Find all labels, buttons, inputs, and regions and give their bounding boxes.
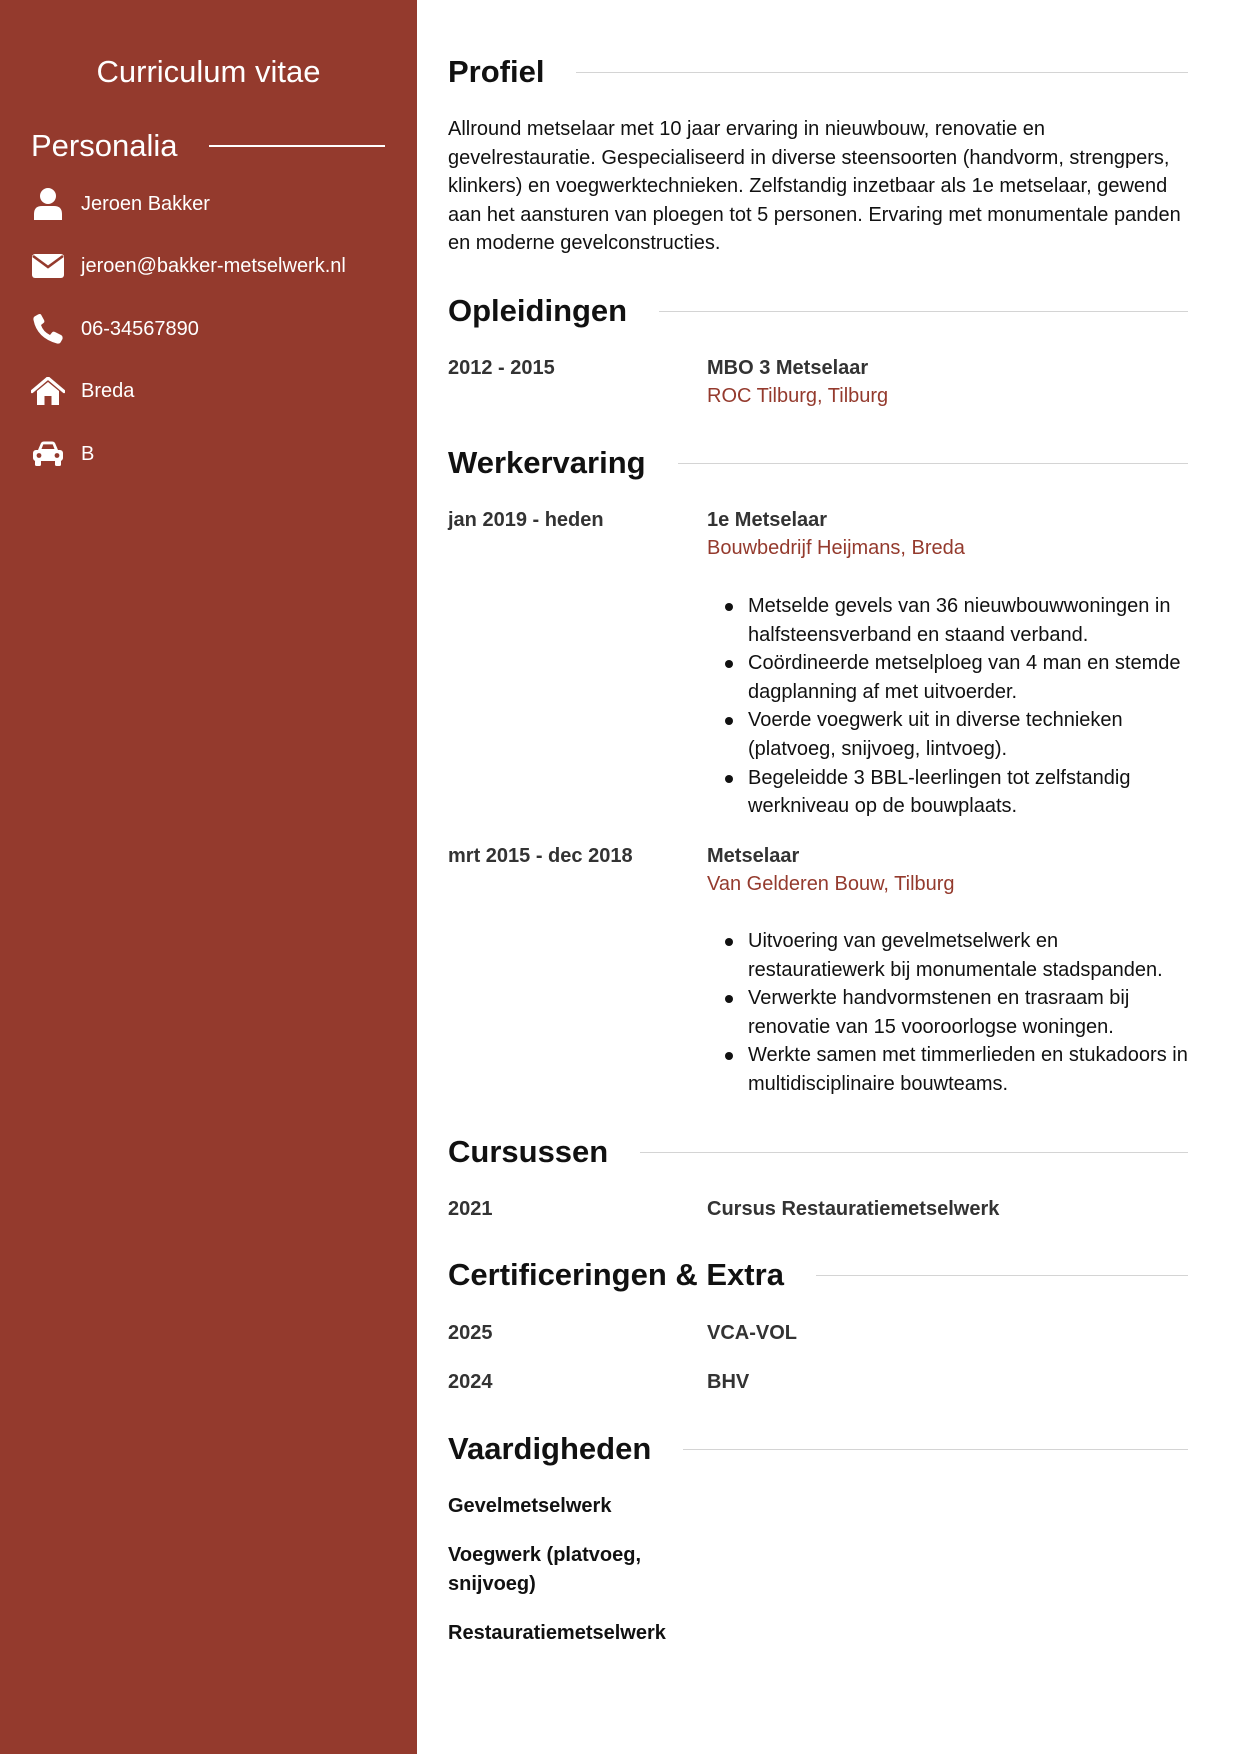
job-bullets <box>707 592 1188 821</box>
contact-email-text[interactable]: jeroen@bakker-metselwerk.nl <box>81 255 346 277</box>
job-bullet: Verwerkte handvormstenen en trasraam bij renovatie van 15 vooroorlogse woningen. <box>707 984 1188 1041</box>
personalia-divider <box>209 145 385 147</box>
cv-title: Curriculum vitae <box>96 54 321 89</box>
job-company: Van Gelderen Bouw, Tilburg <box>707 873 955 895</box>
experience-divider <box>678 463 1188 464</box>
education-heading-label: Opleidingen <box>448 293 628 328</box>
certification-date: 2025 <box>448 1322 493 1344</box>
education-date: 2012 - 2015 <box>448 357 555 379</box>
skill-item: Restauratiemetselwerk <box>448 1622 666 1644</box>
certifications-heading-label: Certificeringen & Extra <box>448 1257 784 1292</box>
education-institution: ROC Tilburg, Tilburg <box>707 385 889 407</box>
personalia-heading <box>31 126 385 166</box>
job-date: jan 2019 - heden <box>448 509 604 531</box>
contact-phone[interactable] <box>31 311 391 347</box>
profile-heading-label: Profiel <box>448 54 545 89</box>
education-divider <box>659 311 1188 312</box>
experience-heading <box>448 443 1188 483</box>
job-title: Metselaar <box>707 845 800 867</box>
course-date: 2021 <box>448 1198 493 1220</box>
certifications-divider <box>816 1275 1188 1276</box>
profile-divider <box>576 72 1188 73</box>
profile-text: Allround metselaar met 10 jaar ervaring in nieuwbouw, renovatie en gevelrestauratie. Gespecialiseerd in diverse steensoorten (handvorm, strengpers, klinkers) en voegwerktechnieken. Zelfstandig inzetbaar als 1e metselaar, gewend aan het aansturen van ploegen tot 5 personen. Ervaring met monumentale panden en moderne gevelconstructies. <box>448 118 1181 255</box>
main-content <box>448 0 1188 1754</box>
job-date: mrt 2015 - dec 2018 <box>448 845 633 867</box>
envelope-icon <box>31 249 65 283</box>
contact-city <box>31 373 391 409</box>
courses-divider <box>640 1152 1188 1153</box>
skills-divider <box>683 1449 1188 1450</box>
job-bullets <box>707 927 1188 1099</box>
job-bullet: Uitvoering van gevelmetselwerk en restauratiewerk bij monumentale stadspanden. <box>707 927 1188 984</box>
job-company: Bouwbedrijf Heijmans, Breda <box>707 537 965 559</box>
courses-heading <box>448 1132 1188 1172</box>
job-bullet: Metselde gevels van 36 nieuwbouwwoningen in halfsteensverband en staand verband. <box>707 592 1188 649</box>
personalia-heading-label: Personalia <box>31 128 178 163</box>
job-bullet: Voerde voegwerk uit in diverse technieken (platvoeg, snijvoeg, lintvoeg). <box>707 706 1188 763</box>
job-title: 1e Metselaar <box>707 509 828 531</box>
home-icon <box>31 374 65 408</box>
experience-heading-label: Werkervaring <box>448 445 646 480</box>
skill-item: Gevelmetselwerk <box>448 1495 612 1517</box>
contact-email[interactable] <box>31 248 391 284</box>
person-icon <box>31 187 65 221</box>
car-icon <box>31 437 65 471</box>
skills-heading-label: Vaardigheden <box>448 1431 652 1466</box>
education-heading <box>448 291 1188 331</box>
skill-item: Voegwerk (platvoeg, snijvoeg) <box>448 1544 642 1595</box>
courses-heading-label: Cursussen <box>448 1134 609 1169</box>
certification-date: 2024 <box>448 1371 493 1393</box>
job-bullet: Werkte samen met timmerlieden en stukadoors in multidisciplinaire bouwteams. <box>707 1041 1188 1098</box>
sidebar <box>0 0 417 1754</box>
phone-icon <box>31 312 65 346</box>
contact-name <box>31 186 391 222</box>
job-bullet: Begeleidde 3 BBL-leerlingen tot zelfstandig werkniveau op de bouwplaats. <box>707 764 1188 821</box>
contact-phone-text[interactable]: 06-34567890 <box>81 318 199 340</box>
certifications-heading <box>448 1255 1188 1295</box>
course-title: Cursus Restauratiemetselwerk <box>707 1198 1000 1220</box>
contact-city-text: Breda <box>81 380 135 402</box>
contact-license <box>31 436 391 472</box>
skills-heading <box>448 1429 1188 1469</box>
profile-heading <box>448 52 1188 92</box>
contact-name-text: Jeroen Bakker <box>81 193 210 215</box>
contact-license-text: B <box>81 443 95 465</box>
certification-title: VCA-VOL <box>707 1322 797 1344</box>
job-bullet: Coördineerde metselploeg van 4 man en stemde dagplanning af met uitvoerder. <box>707 649 1188 706</box>
certification-title: BHV <box>707 1371 750 1393</box>
education-title: MBO 3 Metselaar <box>707 357 869 379</box>
